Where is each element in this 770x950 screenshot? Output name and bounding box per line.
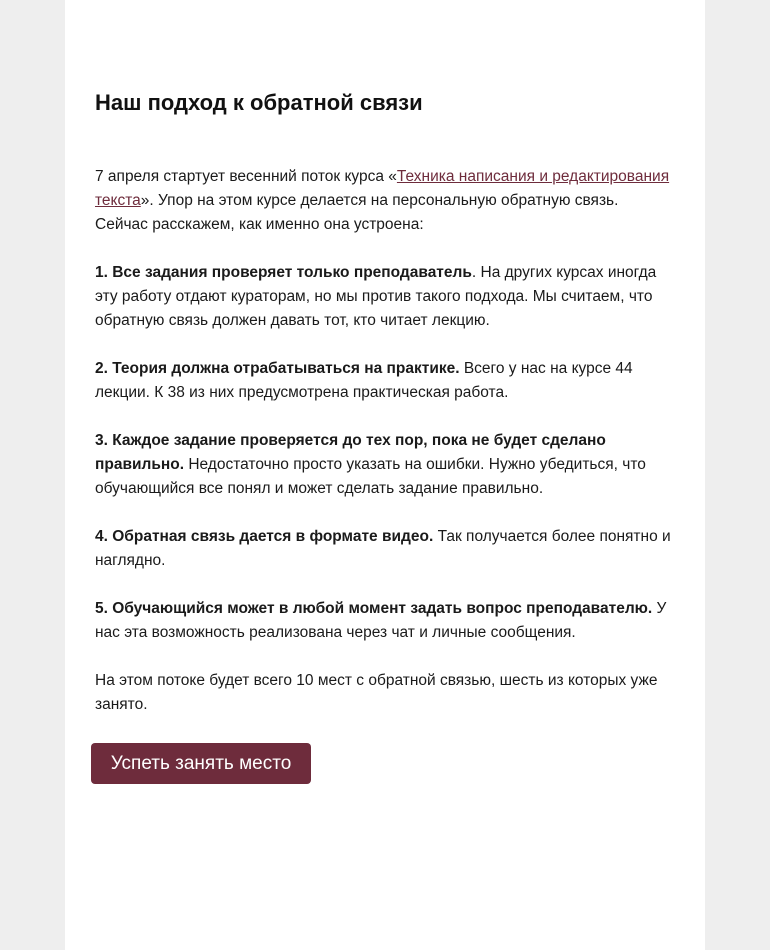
point-1-title: 1. Все задания проверяет только преподаватель <box>95 264 472 281</box>
reserve-seat-button[interactable]: Успеть занять место <box>91 743 311 784</box>
point-5 <box>95 597 675 645</box>
intro-text-before: 7 апреля стартует весенний поток курса « <box>95 168 397 185</box>
point-1-text: . На других курсах иногда эту работу отдают кураторам, но мы против такого подхода. Мы считаем, что обратную связь должен давать тот, кто читает лекцию. <box>95 264 657 329</box>
page-title: Наш подход к обратной связи <box>95 90 423 115</box>
point-4-text: Так получается более понятно и наглядно. <box>95 528 671 569</box>
point-2 <box>95 357 675 405</box>
intro-text-after: ». Упор на этом курсе делается на персональную обратную связь. Сейчас расскажем, как именно она устроена: <box>95 192 619 233</box>
course-link[interactable]: Техника написания и редактирования текста <box>95 168 670 209</box>
email-card <box>65 0 705 950</box>
point-1 <box>95 261 675 333</box>
point-5-title: 5. Обучающийся может в любой момент задать вопрос преподавателю. <box>95 600 653 617</box>
point-4 <box>95 525 675 573</box>
point-4-title: 4. Обратная связь дается в формате видео. <box>95 528 434 545</box>
point-3-text: Недостаточно просто указать на ошибки. Нужно убедиться, что обучающийся все понял и может сделать задание правильно. <box>95 456 646 497</box>
closing-paragraph: На этом потоке будет всего 10 мест с обратной связью, шесть из которых уже занято. <box>95 672 658 713</box>
point-5-text: У нас эта возможность реализована через чат и личные сообщения. <box>95 600 667 641</box>
email-body <box>95 165 675 741</box>
point-2-title: 2. Теория должна отрабатываться на практике. <box>95 360 460 377</box>
point-3-title: 3. Каждое задание проверяется до тех пор, пока не будет сделано правильно. <box>95 432 606 473</box>
intro-paragraph <box>95 165 675 237</box>
point-3 <box>95 429 675 501</box>
point-2-text: Всего у нас на курсе 44 лекции. К 38 из них предусмотрена практическая работа. <box>95 360 633 401</box>
